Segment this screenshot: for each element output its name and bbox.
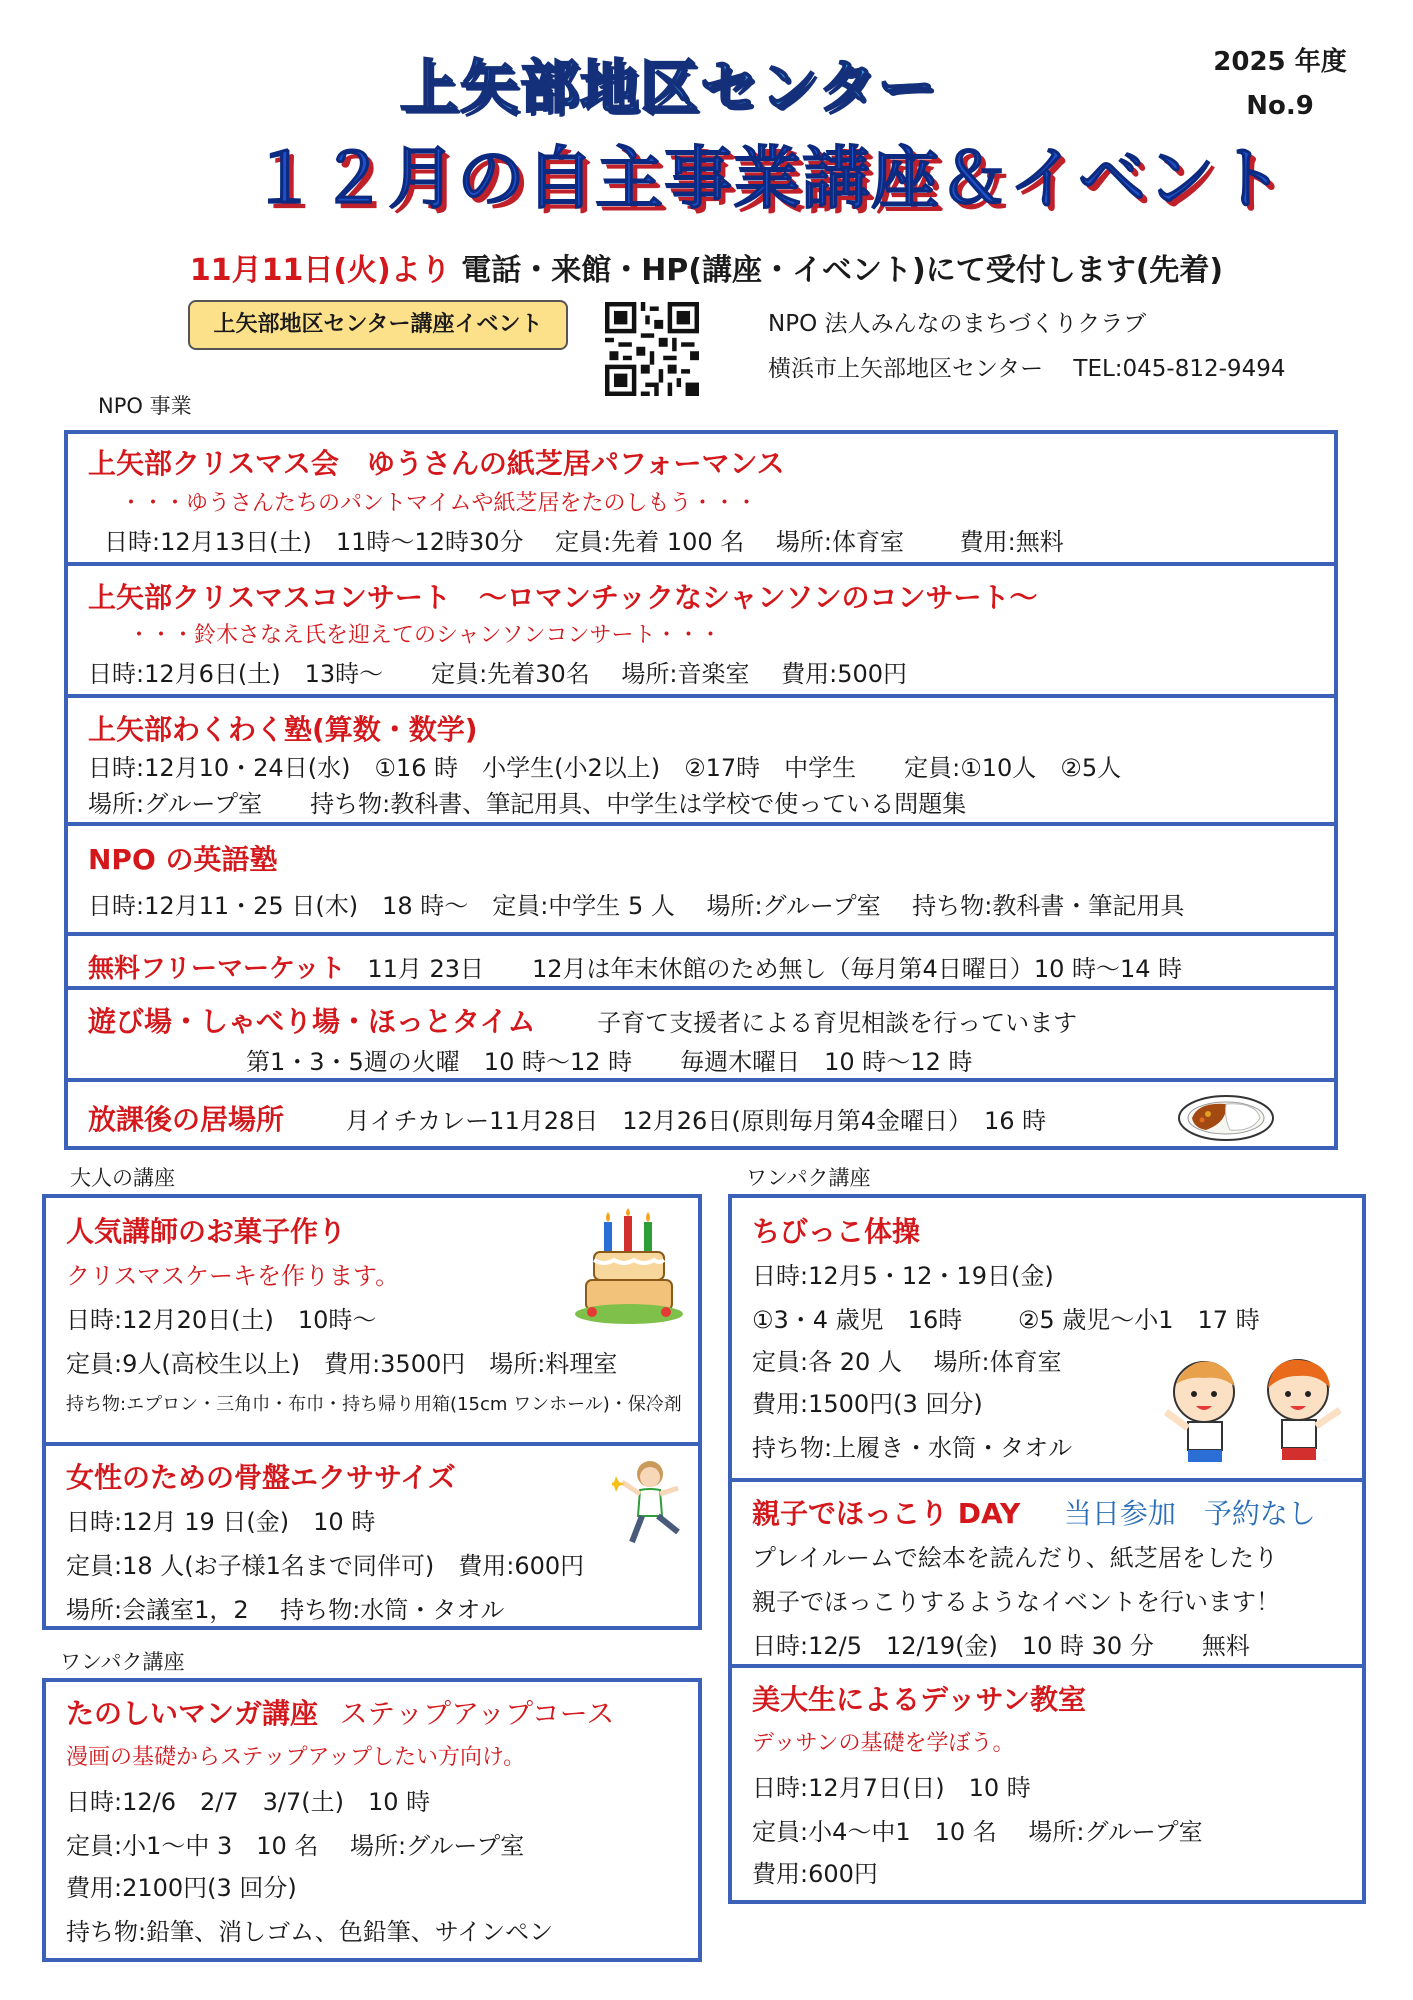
course-title: 美大生によるデッサン教室 [752, 1683, 1087, 1716]
event-title: 無料フリーマーケット [88, 954, 346, 984]
event-after-school [64, 1078, 1338, 1150]
course-sweets [42, 1194, 702, 1446]
main-title: １２月の自主事業講座＆イベント [250, 140, 1286, 219]
birthday-cake-icon [574, 1208, 684, 1328]
course-date: 日時:12月20日(土) 10時～ [66, 1306, 377, 1334]
event-detail-1: 日時:12月10・24日(水) ①16 時 小学生(小2以上) ②17時 中学生 定員:①10人 ②5人 [88, 754, 1122, 782]
course-pelvis [42, 1442, 702, 1630]
event-flea-market [64, 932, 1338, 990]
course-title: 人気講師のお菓子作り [66, 1215, 347, 1248]
reception-notice [0, 245, 1413, 289]
org-address: 横浜市上矢部地区センター TEL:045-812-9494 [768, 356, 1286, 382]
course-fee: 費用:2100円(3 回分) [66, 1874, 297, 1902]
event-christmas-concert [64, 562, 1338, 698]
section-label-wanpaku-left: ワンパク講座 [60, 1650, 185, 1674]
event-detail: 月イチカレー11月28日 12月26日(原則毎月第4金曜日） 16 時 [345, 1107, 1047, 1135]
event-title: 遊び場・しゃべり場・ほっとタイム [88, 1005, 536, 1038]
event-detail: 11月 23日 12月は年末休館のため無し（毎月第4日曜日）10 時～14 時 [367, 955, 1183, 983]
event-title-line [752, 1492, 1316, 1532]
course-capacity: 定員:各 20 人 場所:体育室 [752, 1348, 1062, 1376]
course-title: 女性のための骨盤エクササイズ [66, 1461, 456, 1494]
reception-date: 11月11日(火)より [189, 253, 451, 288]
event-subtitle: ・・・ゆうさんたちのパントマイムや紙芝居をたのしもう・・・ [120, 491, 758, 516]
course-items: 持ち物:鉛筆、消しゴム、色鉛筆、サインペン [66, 1918, 554, 1946]
course-date: 日時:12/6 2/7 3/7(土) 10 時 [66, 1788, 431, 1816]
course-title: ちびっこ体操 [752, 1215, 921, 1248]
event-english-juku [64, 822, 1338, 936]
course-date: 日時:12月5・12・19日(金) [752, 1262, 1054, 1290]
course-title: たのしいマンガ講座 [66, 1697, 319, 1730]
section-label-wanpaku: ワンパク講座 [746, 1166, 871, 1190]
event-detail: 日時:12月11・25 日(木) 18 時～ 定員:中学生 5 人 場所:グループ室 持ち物:教科書・筆記用具 [88, 892, 1185, 920]
qr-code-icon[interactable] [605, 302, 699, 396]
event-line-1: プレイルームで絵本を読んだり、紙芝居をしたり [752, 1544, 1278, 1572]
center-title: 上矢部地区センター [400, 53, 938, 121]
course-subtitle: クリスマスケーキを作ります。 [66, 1262, 400, 1290]
event-detail: 日時:12月6日(土) 13時～ 定員:先着30名 場所:音楽室 費用:500円 [88, 660, 908, 688]
course-date: 日時:12月 19 日(金) 10 時 [66, 1508, 376, 1536]
event-title: 親子でほっこり DAY [752, 1497, 1021, 1530]
course-manga [42, 1678, 702, 1962]
curry-icon [1176, 1088, 1276, 1144]
course-title-line [66, 1692, 614, 1732]
course-items: 持ち物:上履き・水筒・タオル [752, 1434, 1073, 1462]
event-title: NPO の英語塾 [88, 843, 278, 876]
exercise-woman-icon [612, 1458, 692, 1548]
course-time: ①3・4 歳児 16時 ②5 歳児～小1 17 時 [752, 1306, 1260, 1334]
event-christmas-party [64, 430, 1338, 566]
event-line [88, 948, 1182, 985]
org-name: NPO 法人みんなのまちづくりクラブ [768, 311, 1147, 337]
event-title: 上矢部クリスマスコンサート ～ロマンチックなシャンソンのコンサート～ [88, 581, 1038, 614]
course-place: 場所:会議室1，2 持ち物:水筒・タオル [66, 1596, 505, 1624]
course-fee: 費用:1500円(3 回分) [752, 1390, 983, 1418]
event-title: 上矢部わくわく塾(算数・数学) [88, 713, 478, 746]
event-detail-2: 第1・3・5週の火曜 10 時～12 時 毎週木曜日 10 時～12 時 [246, 1048, 973, 1076]
fiscal-year: 2025 年度 [1213, 47, 1347, 77]
kids-icon [1152, 1348, 1352, 1468]
course-course: ステップアップコース [339, 1697, 615, 1730]
hp-link-button[interactable]: 上矢部地区センター講座イベント [188, 300, 568, 350]
course-capacity: 定員:18 人(お子様1名まで同伴可) 費用:600円 [66, 1552, 585, 1580]
event-date: 日時:12/5 12/19(金) 10 時 30 分 無料 [752, 1632, 1250, 1660]
issue-number: No.9 [1246, 91, 1314, 121]
course-fee: 費用:600円 [752, 1860, 878, 1888]
issue-info [1200, 40, 1360, 128]
course-items: 持ち物:エプロン・三角巾・布巾・持ち帰り用箱(15cm ワンホール)・保冷剤 [66, 1394, 682, 1415]
event-line [88, 1000, 1077, 1040]
event-detail-1: 子育て支援者による育児相談を行っています [597, 1009, 1078, 1037]
course-subtitle: 漫画の基礎からステップアップしたい方向け。 [66, 1745, 526, 1770]
event-wakuwaku-juku [64, 694, 1338, 826]
reception-method: 電話・来館・HP(講座・イベント)にて受付します(先着) [461, 253, 1224, 288]
event-title: 上矢部クリスマス会 ゆうさんの紙芝居パフォーマンス [88, 447, 785, 480]
course-capacity: 定員:小1～中 3 10 名 場所:グループ室 [66, 1832, 525, 1860]
organizer-info [768, 302, 1285, 392]
course-capacity: 定員:小4～中1 10 名 場所:グループ室 [752, 1818, 1203, 1846]
event-play-time [64, 986, 1338, 1082]
course-chibikko-taiso [728, 1194, 1366, 1482]
event-title: 放課後の居場所 [88, 1103, 285, 1136]
event-note: 当日参加 予約なし [1063, 1497, 1316, 1530]
course-dessin [728, 1664, 1366, 1904]
event-oyako-day [728, 1478, 1366, 1668]
event-line [88, 1098, 1046, 1138]
event-line-2: 親子でほっこりするようなイベントを行います！ [752, 1588, 1280, 1616]
event-detail: 日時:12月13日(土) 11時～12時30分 定員:先着 100 名 場所:体育室 費用:無料 [104, 528, 1064, 556]
section-label-adult: 大人の講座 [70, 1166, 175, 1190]
course-capacity: 定員:9人(高校生以上) 費用:3500円 場所:料理室 [66, 1350, 618, 1378]
event-subtitle: ・・・鈴木さなえ氏を迎えてのシャンソンコンサート・・・ [128, 623, 722, 648]
event-detail-2: 場所:グループ室 持ち物:教科書、筆記用具、中学生は学校で使っている問題集 [88, 790, 967, 818]
course-date: 日時:12月7日(日) 10 時 [752, 1774, 1031, 1802]
course-subtitle: デッサンの基礎を学ぼう。 [752, 1731, 1015, 1756]
section-label-npo: NPO 事業 [98, 394, 192, 418]
